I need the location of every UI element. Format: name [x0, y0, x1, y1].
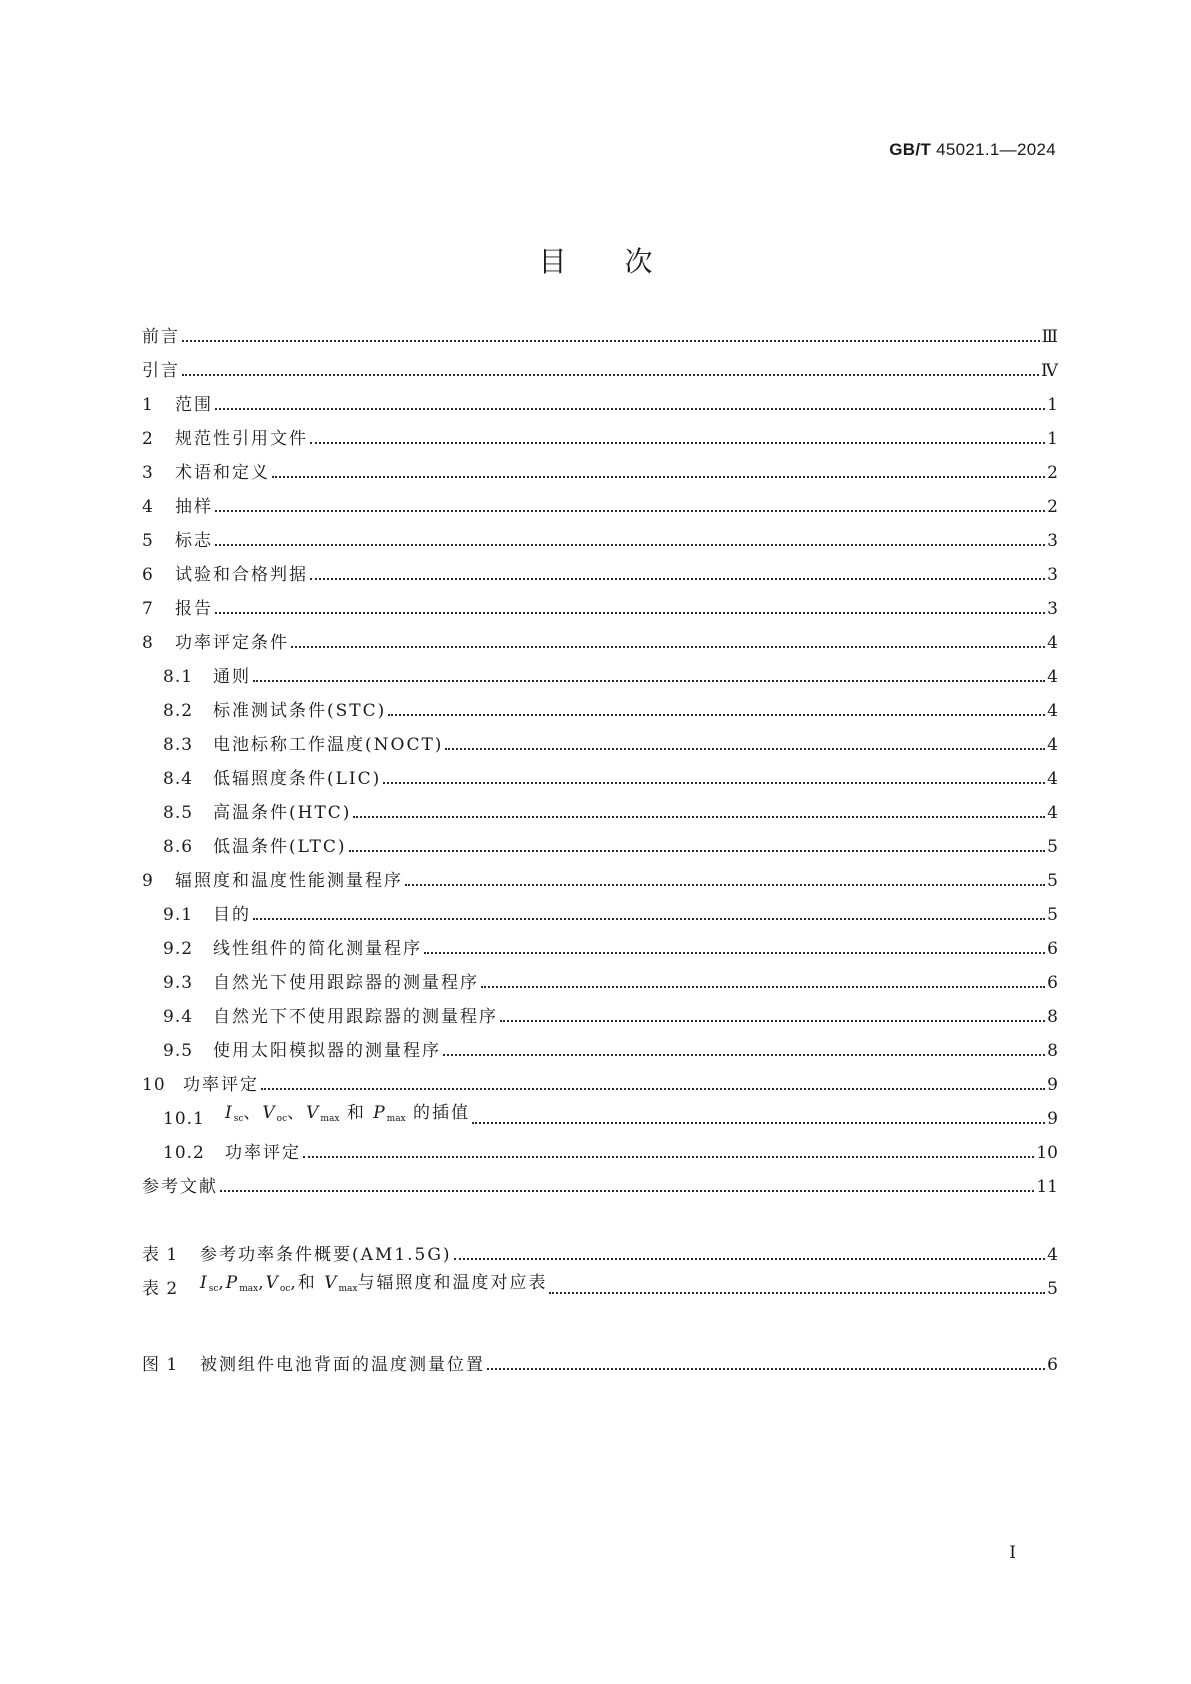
leader-dots	[261, 1088, 1045, 1090]
toc-entry-page: 6	[1047, 1355, 1058, 1375]
toc-entry-9-3[interactable]	[142, 963, 1058, 993]
toc-entry-page: 9	[1047, 1075, 1058, 1095]
toc-entry-number: 9.1	[163, 905, 194, 925]
toc-entry-9-4[interactable]	[142, 997, 1058, 1027]
toc-entry-figure-1[interactable]	[142, 1345, 1058, 1375]
leader-dots	[310, 578, 1045, 580]
toc-entry-number: 8.5	[163, 803, 194, 823]
leader-dots	[253, 680, 1045, 682]
toc-entry-title: 被测组件电池背面的温度测量位置	[200, 1355, 485, 1375]
toc-entry-number: 6	[142, 565, 154, 585]
leader-dots	[215, 612, 1045, 614]
toc-entry-page: 1	[1047, 395, 1058, 415]
toc-entry-page: Ⅲ	[1041, 327, 1058, 347]
leader-dots	[253, 918, 1045, 920]
leader-dots	[272, 476, 1045, 478]
toc-entry-number: 10.1	[163, 1109, 205, 1129]
toc-entry-9[interactable]	[142, 861, 1058, 891]
toc-entry-8-6[interactable]	[142, 827, 1058, 857]
toc-entry-page: 1	[1047, 429, 1058, 449]
toc-entry-title-suffix: 与辐照度和温度对应表	[357, 1273, 548, 1293]
toc-entry-number: 9.2	[163, 939, 194, 959]
toc-entry-number: 8.3	[163, 735, 194, 755]
toc-entry-title: 电池标称工作温度(NOCT)	[213, 735, 444, 755]
toc-entry-number: 表 1	[142, 1245, 179, 1265]
toc-entry-title: 标准测试条件(STC)	[213, 701, 387, 721]
standard-prefix: GB/T	[889, 140, 932, 159]
toc-entry-number: 10.2	[163, 1143, 205, 1163]
toc-entry-page: 4	[1047, 633, 1058, 653]
leader-dots	[182, 374, 1039, 376]
leader-dots	[220, 1190, 1034, 1192]
toc-entry-number: 8.1	[163, 667, 194, 687]
toc-entry-title: 目的	[213, 905, 251, 925]
toc-entry-table-1[interactable]	[142, 1235, 1058, 1265]
toc-entry-page: 2	[1047, 463, 1058, 483]
leader-dots	[443, 1054, 1045, 1056]
toc-entry-number: 图 1	[142, 1355, 179, 1375]
leader-dots	[500, 1020, 1045, 1022]
toc-entry-title: 规范性引用文件	[175, 429, 308, 449]
toc-entry-title: 使用太阳模拟器的测量程序	[213, 1041, 441, 1061]
toc-entry-8-3[interactable]	[142, 725, 1058, 755]
toc-entry-number: 8.6	[163, 837, 194, 857]
toc-entry-title: 抽样	[175, 497, 213, 517]
toc-entry-8-4[interactable]	[142, 759, 1058, 789]
leader-dots	[424, 952, 1045, 954]
toc-entry-title: 参考文献	[142, 1177, 218, 1197]
leader-dots	[182, 340, 1040, 342]
toc-entry-page: 3	[1047, 599, 1058, 619]
toc-entry-number: 4	[142, 497, 154, 517]
toc-entry-10[interactable]	[142, 1065, 1058, 1095]
toc-entry-title: 范围	[175, 395, 213, 415]
toc-entry-8-1[interactable]	[142, 657, 1058, 687]
toc-entry-page: 5	[1047, 1279, 1058, 1299]
toc-entry-6[interactable]	[142, 555, 1058, 585]
toc-entry-page: 5	[1047, 871, 1058, 891]
toc-entry-foreword[interactable]	[142, 317, 1058, 347]
toc-entry-title-suffix: 的插值	[413, 1103, 471, 1123]
standard-code: 45021.1—2024	[936, 140, 1056, 159]
leader-dots	[445, 748, 1045, 750]
toc-entry-page: 2	[1047, 497, 1058, 517]
toc-entry-title: 功率评定条件	[175, 633, 289, 653]
toc-entry-bibliography[interactable]	[142, 1167, 1058, 1197]
toc-entry-title	[200, 1273, 547, 1299]
standard-number	[889, 140, 1056, 160]
toc-entry-title: 线性组件的简化测量程序	[213, 939, 422, 959]
toc-entry-page: 4	[1047, 667, 1058, 687]
toc-entry-2[interactable]	[142, 419, 1058, 449]
page-number: I	[1009, 1543, 1016, 1563]
toc-entry-page: 4	[1047, 769, 1058, 789]
toc-entry-title: 功率评定	[183, 1075, 259, 1095]
toc-entry-title: 术语和定义	[175, 463, 270, 483]
leader-dots	[291, 646, 1045, 648]
leader-dots	[481, 986, 1045, 988]
toc-entry-8[interactable]	[142, 623, 1058, 653]
toc-entry-page: 6	[1047, 973, 1058, 993]
toc-entry-number: 2	[142, 429, 154, 449]
leader-dots	[353, 816, 1045, 818]
toc-entry-title: 通则	[213, 667, 251, 687]
toc-entry-title: 功率评定	[225, 1143, 301, 1163]
toc-entry-page: 10	[1036, 1143, 1058, 1163]
toc-entry-number: 7	[142, 599, 154, 619]
toc-entry-10-1[interactable]	[142, 1099, 1058, 1129]
toc-entry-number: 表 2	[142, 1279, 179, 1299]
leader-dots	[487, 1368, 1045, 1370]
toc-entry-number: 9	[142, 871, 154, 891]
toc-entry-number: 9.4	[163, 1007, 194, 1027]
toc-entry-5[interactable]	[142, 521, 1058, 551]
formula-isc-voc-vmax-pmax: $I_{sc}$、$V_{oc}$、$V_{max}$ 和 $P_{max}$	[225, 1103, 406, 1124]
toc-entry-number: 10	[142, 1075, 166, 1095]
toc-entry-8-5[interactable]	[142, 793, 1058, 823]
toc-entry-page: 11	[1036, 1177, 1058, 1197]
toc-entry-title: 低温条件(LTC)	[213, 837, 347, 857]
toc-entry-8-2[interactable]	[142, 691, 1058, 721]
toc-entry-page: 8	[1047, 1007, 1058, 1027]
toc-entry-title: 报告	[175, 599, 213, 619]
leader-dots	[472, 1122, 1045, 1124]
toc-entry-page: 3	[1047, 565, 1058, 585]
toc-entry-number: 9.3	[163, 973, 194, 993]
toc-entry-number: 8.2	[163, 701, 194, 721]
toc-entry-number: 3	[142, 463, 154, 483]
toc-entry-page: Ⅳ	[1041, 361, 1058, 381]
page-title: 目次	[538, 245, 711, 278]
toc-entry-10-2[interactable]	[142, 1133, 1058, 1163]
leader-dots	[549, 1292, 1045, 1294]
toc-entry-title: 参考功率条件概要(AM1.5G)	[200, 1245, 452, 1265]
toc-entry-introduction[interactable]	[142, 351, 1058, 381]
leader-dots	[383, 782, 1045, 784]
toc-entry-9-5[interactable]	[142, 1031, 1058, 1061]
leader-dots	[454, 1258, 1046, 1260]
toc-entry-7[interactable]	[142, 589, 1058, 619]
leader-dots	[349, 850, 1046, 852]
toc-entry-title: 辐照度和温度性能测量程序	[175, 871, 403, 891]
toc-entry-1[interactable]	[142, 385, 1058, 415]
toc-entry-page: 8	[1047, 1041, 1058, 1061]
leader-dots	[215, 408, 1045, 410]
toc-entry-page: 4	[1047, 701, 1058, 721]
leader-dots	[388, 714, 1045, 716]
toc-entry-title: 高温条件(HTC)	[213, 803, 352, 823]
toc-entry-page: 4	[1047, 1245, 1058, 1265]
toc-entry-page: 6	[1047, 939, 1058, 959]
toc-entry-title: 前言	[142, 327, 180, 347]
toc-entry-title: 自然光下使用跟踪器的测量程序	[213, 973, 479, 993]
toc-entry-9-1[interactable]	[142, 895, 1058, 925]
toc-entry-page: 5	[1047, 837, 1058, 857]
toc-entry-number: 8	[142, 633, 154, 653]
toc-entry-title: 试验和合格判据	[175, 565, 308, 585]
toc-entry-3[interactable]	[142, 453, 1058, 483]
toc-entry-title: 自然光下不使用跟踪器的测量程序	[213, 1007, 498, 1027]
leader-dots	[215, 510, 1045, 512]
leader-dots	[310, 442, 1045, 444]
toc-entry-number: 1	[142, 395, 154, 415]
toc-entry-title: 标志	[175, 531, 213, 551]
toc-entry-title: 引言	[142, 361, 180, 381]
formula-isc-pmax-voc-vmax: $I_{sc},P_{max},V_{oc}$,和 $V_{max}$	[200, 1273, 358, 1294]
toc-entry-number: 9.5	[163, 1041, 194, 1061]
toc-entry-page: 3	[1047, 531, 1058, 551]
toc-entry-4[interactable]	[142, 487, 1058, 517]
toc-entry-9-2[interactable]	[142, 929, 1058, 959]
toc-entry-number: 5	[142, 531, 154, 551]
leader-dots	[215, 544, 1045, 546]
toc-entry-page: 4	[1047, 735, 1058, 755]
toc-entry-title	[225, 1103, 470, 1129]
toc-entry-title: 低辐照度条件(LIC)	[213, 769, 382, 789]
toc-entry-page: 5	[1047, 905, 1058, 925]
leader-dots	[405, 884, 1045, 886]
toc-entry-table-2[interactable]	[142, 1269, 1058, 1299]
leader-dots	[303, 1156, 1034, 1158]
toc-entry-page: 9	[1047, 1109, 1058, 1129]
toc-entry-page: 4	[1047, 803, 1058, 823]
toc-entry-number: 8.4	[163, 769, 194, 789]
